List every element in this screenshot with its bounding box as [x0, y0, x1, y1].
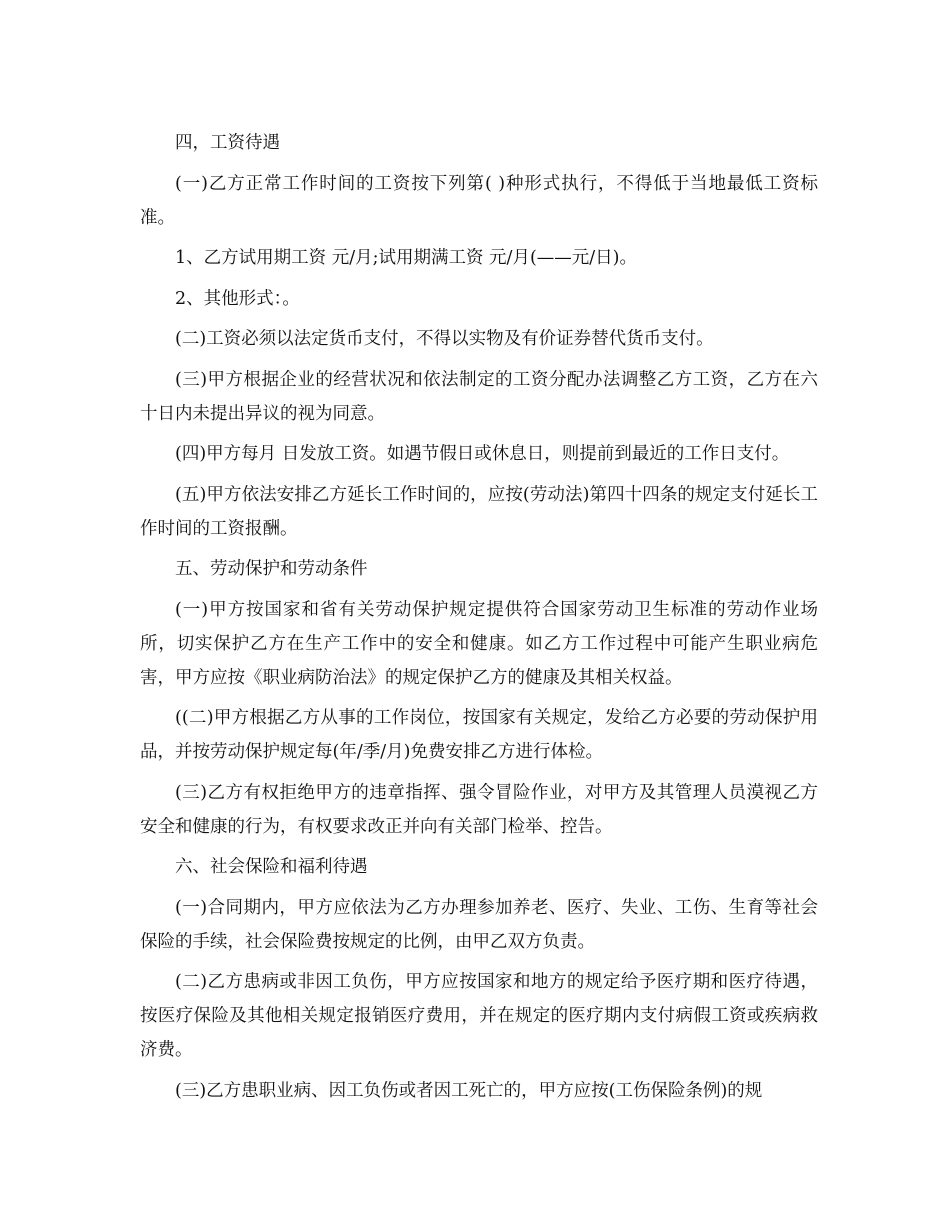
section-heading-wages: 四，工资待遇: [175, 133, 280, 153]
paragraph: (一)甲方按国家和省有关劳动保护规定提供符合国家劳动卫生标准的劳动作业场所，切实保护乙方在生产工作中的安全和健康。如乙方工作过程中可能产生职业病危害，甲方应按《职业病防治法》的规定保护乙方的健康及其相关权益。: [140, 599, 818, 688]
paragraph: (四)甲方每月 日发放工资。如遇节假日或休息日，则提前到最近的工作日支付。: [175, 444, 790, 464]
paragraph: (二)工资必须以法定货币支付，不得以实物及有价证券替代货币支付。: [175, 329, 714, 349]
paragraph: (一)合同期内，甲方应依法为乙方办理参加养老、医疗、失业、工伤、生育等社会保险的手续，社会保险费按规定的比例，由甲乙双方负责。: [140, 897, 818, 952]
paragraph: (三)甲方根据企业的经营状况和依法制定的工资分配办法调整乙方工资，乙方在六十日内未提出异议的视为同意。: [140, 369, 818, 424]
section-heading-social-insurance: 六、社会保险和福利待遇: [175, 857, 368, 877]
paragraph: (二)乙方患病或非因工负伤，甲方应按国家和地方的规定给予医疗期和医疗待遇，按医疗保险及其他相关规定报销医疗费用，并在规定的医疗期内支付病假工资或疾病救济费。: [140, 972, 818, 1060]
section-heading-labor-protection: 五、劳动保护和劳动条件: [175, 559, 368, 579]
paragraph: 2、其他形式：。: [175, 288, 300, 309]
paragraph: ((二)甲方根据乙方从事的工作岗位，按国家有关规定，发给乙方必要的劳动保护用品，并按劳动保护规定每(年/季/月)免费安排乙方进行体检。: [140, 708, 818, 762]
document-body: [140, 126, 818, 1114]
paragraph: (五)甲方依法安排乙方延长工作时间的，应按(劳动法)第四十四条的规定支付延长工作时间的工资报酬。: [140, 484, 818, 539]
paragraph: (三)乙方有权拒绝甲方的违章指挥、强令冒险作业，对甲方及其管理人员漠视乙方安全和健康的行为，有权要求改正并向有关部门检举、控告。: [140, 782, 818, 837]
paragraph: (一)乙方正常工作时间的工资按下列第( )种形式执行，不得低于当地最低工资标准。: [140, 173, 818, 228]
paragraph: (三)乙方患职业病、因工负伤或者因工死亡的，甲方应按(工伤保险条例)的规: [175, 1080, 763, 1101]
paragraph: 1、乙方试用期工资 元/月;试用期满工资 元/月(——元/日)。: [175, 248, 637, 268]
